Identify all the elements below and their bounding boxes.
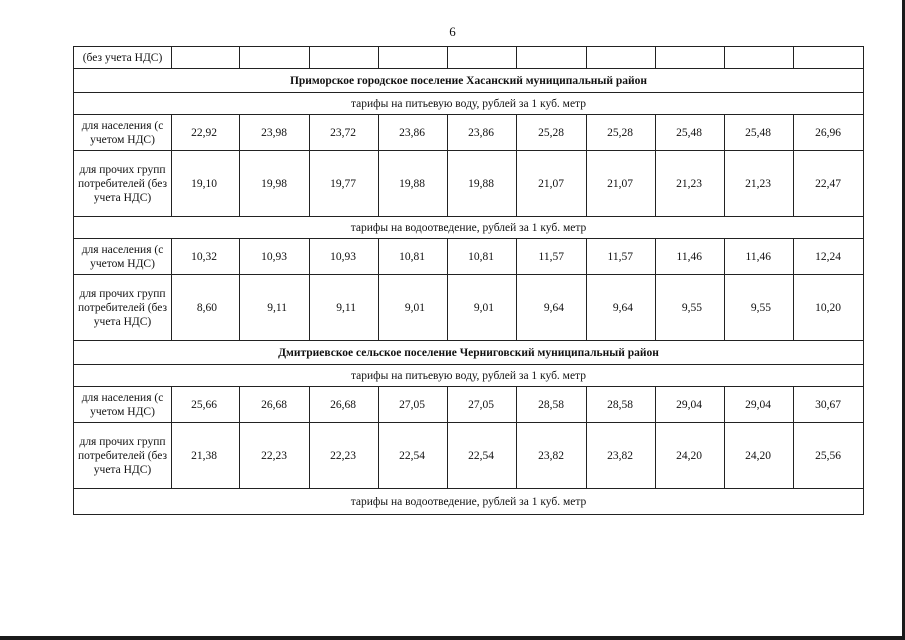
tariff-value: 23,98 bbox=[240, 115, 310, 151]
tariff-value: 23,82 bbox=[587, 423, 656, 489]
tariff-value: 9,11 bbox=[240, 275, 310, 341]
tariff-value: 21,23 bbox=[725, 151, 794, 217]
tariff-value: 22,54 bbox=[379, 423, 448, 489]
tariff-caption-row bbox=[74, 217, 864, 239]
tariff-caption: тарифы на питьевую воду, рублей за 1 куб. метр bbox=[74, 93, 864, 115]
row-label: для населения (с учетом НДС) bbox=[74, 115, 172, 151]
tariff-value: 26,96 bbox=[794, 115, 864, 151]
tariff-value: 9,64 bbox=[517, 275, 587, 341]
tariff-value: 25,28 bbox=[517, 115, 587, 151]
tariff-value: 11,46 bbox=[725, 239, 794, 275]
tariff-value: 25,66 bbox=[172, 387, 240, 423]
section-title: Дмитриевское сельское поселение Черниговский муниципальный район bbox=[74, 341, 864, 365]
tariff-value: 24,20 bbox=[725, 423, 794, 489]
page-edge-bottom bbox=[0, 636, 905, 640]
section-title: Приморское городское поселение Хасанский муниципальный район bbox=[74, 69, 864, 93]
tariff-value: 21,07 bbox=[587, 151, 656, 217]
empty-cell bbox=[310, 47, 379, 69]
tariff-value: 9,64 bbox=[587, 275, 656, 341]
tariff-value: 11,57 bbox=[587, 239, 656, 275]
empty-cell bbox=[240, 47, 310, 69]
tariff-value: 23,72 bbox=[310, 115, 379, 151]
table-row bbox=[74, 423, 864, 489]
tariff-value: 21,38 bbox=[172, 423, 240, 489]
tariff-value: 22,47 bbox=[794, 151, 864, 217]
tariff-value: 22,23 bbox=[310, 423, 379, 489]
row-label: для прочих групп потребителей (без учета НДС) bbox=[74, 275, 172, 341]
tariff-value: 10,20 bbox=[794, 275, 864, 341]
empty-cell bbox=[517, 47, 587, 69]
empty-cell bbox=[725, 47, 794, 69]
tariff-value: 19,88 bbox=[448, 151, 517, 217]
tariff-table bbox=[73, 46, 864, 515]
tariff-value: 23,86 bbox=[448, 115, 517, 151]
tariff-value: 22,23 bbox=[240, 423, 310, 489]
tariff-value: 25,28 bbox=[587, 115, 656, 151]
row-label: для прочих групп потребителей (без учета НДС) bbox=[74, 151, 172, 217]
tariff-value: 26,68 bbox=[310, 387, 379, 423]
tariff-value: 23,86 bbox=[379, 115, 448, 151]
tariff-value: 21,07 bbox=[517, 151, 587, 217]
tariff-value: 28,58 bbox=[517, 387, 587, 423]
tariff-caption-row bbox=[74, 489, 864, 515]
page-number: 6 bbox=[449, 24, 456, 39]
row-label: (без учета НДС) bbox=[74, 47, 172, 69]
tariff-caption: тарифы на питьевую воду, рублей за 1 куб. метр bbox=[74, 365, 864, 387]
tariff-value: 10,32 bbox=[172, 239, 240, 275]
table-row bbox=[74, 151, 864, 217]
empty-cell bbox=[172, 47, 240, 69]
table-row bbox=[74, 275, 864, 341]
tariff-value: 11,46 bbox=[656, 239, 725, 275]
tariff-value: 12,24 bbox=[794, 239, 864, 275]
tariff-value: 21,23 bbox=[656, 151, 725, 217]
tariff-value: 28,58 bbox=[587, 387, 656, 423]
tariff-value: 25,48 bbox=[725, 115, 794, 151]
tariff-table-body bbox=[74, 47, 864, 515]
tariff-value: 9,11 bbox=[310, 275, 379, 341]
row-label: для населения (с учетом НДС) bbox=[74, 239, 172, 275]
tariff-caption-row bbox=[74, 365, 864, 387]
empty-cell bbox=[794, 47, 864, 69]
tariff-value: 19,88 bbox=[379, 151, 448, 217]
row-label: для населения (с учетом НДС) bbox=[74, 387, 172, 423]
continuation-row bbox=[74, 47, 864, 69]
tariff-value: 8,60 bbox=[172, 275, 240, 341]
tariff-value: 25,56 bbox=[794, 423, 864, 489]
tariff-value: 10,81 bbox=[379, 239, 448, 275]
tariff-value: 10,81 bbox=[448, 239, 517, 275]
table-row bbox=[74, 239, 864, 275]
tariff-value: 9,01 bbox=[448, 275, 517, 341]
table-row bbox=[74, 115, 864, 151]
empty-cell bbox=[448, 47, 517, 69]
tariff-value: 22,54 bbox=[448, 423, 517, 489]
tariff-value: 9,55 bbox=[725, 275, 794, 341]
tariff-value: 19,98 bbox=[240, 151, 310, 217]
tariff-caption-row bbox=[74, 93, 864, 115]
row-label: для прочих групп потребителей (без учета НДС) bbox=[74, 423, 172, 489]
tariff-caption: тарифы на водоотведение, рублей за 1 куб. метр bbox=[74, 217, 864, 239]
tariff-value: 23,82 bbox=[517, 423, 587, 489]
tariff-value: 9,01 bbox=[379, 275, 448, 341]
tariff-value: 30,67 bbox=[794, 387, 864, 423]
empty-cell bbox=[656, 47, 725, 69]
tariff-value: 10,93 bbox=[310, 239, 379, 275]
tariff-value: 19,10 bbox=[172, 151, 240, 217]
tariff-value: 27,05 bbox=[448, 387, 517, 423]
tariff-value: 27,05 bbox=[379, 387, 448, 423]
tariff-value: 22,92 bbox=[172, 115, 240, 151]
tariff-value: 10,93 bbox=[240, 239, 310, 275]
tariff-value: 19,77 bbox=[310, 151, 379, 217]
table-row bbox=[74, 387, 864, 423]
tariff-value: 24,20 bbox=[656, 423, 725, 489]
empty-cell bbox=[587, 47, 656, 69]
empty-cell bbox=[379, 47, 448, 69]
tariff-value: 25,48 bbox=[656, 115, 725, 151]
section-row bbox=[74, 69, 864, 93]
tariff-value: 9,55 bbox=[656, 275, 725, 341]
tariff-value: 11,57 bbox=[517, 239, 587, 275]
tariff-value: 29,04 bbox=[725, 387, 794, 423]
tariff-value: 26,68 bbox=[240, 387, 310, 423]
tariff-value: 29,04 bbox=[656, 387, 725, 423]
section-row bbox=[74, 341, 864, 365]
tariff-caption: тарифы на водоотведение, рублей за 1 куб. метр bbox=[74, 489, 864, 515]
